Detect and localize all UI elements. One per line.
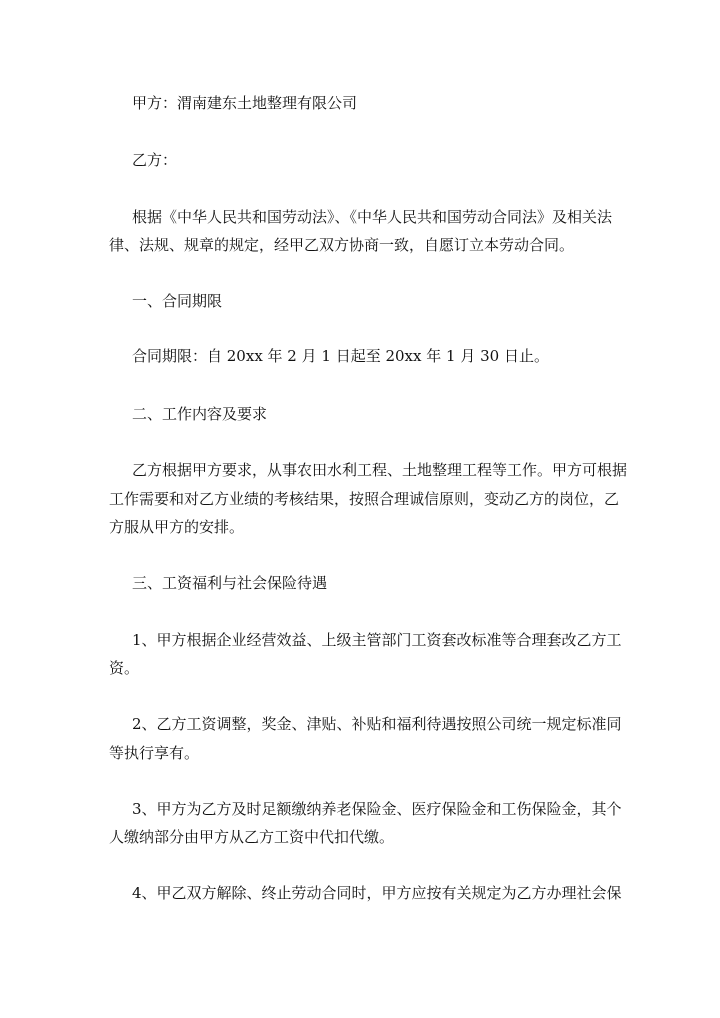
item-4-line-1: 4、甲乙双方解除、终止劳动合同时，甲方应按有关规定为乙方办理社会保 xyxy=(132,884,622,902)
party-a-line: 甲方：渭南建东土地整理有限公司 xyxy=(132,94,358,112)
item-1-line-1: 1、甲方根据企业经营效益、上级主管部门工资套改标准等合理套改乙方工 xyxy=(132,631,622,649)
section-2-title: 二、工作内容及要求 xyxy=(132,405,268,423)
section-2-line-3: 方服从甲方的安排。 xyxy=(109,518,245,536)
intro-paragraph-line-1: 根据《中华人民共和国劳动法》、《中华人民共和国劳动合同法》及相关法 xyxy=(132,208,613,226)
section-1-title: 一、合同期限 xyxy=(132,292,223,310)
item-2-line-1: 2、乙方工资调整，奖金、津贴、补贴和福利待遇按照公司统一规定标准同 xyxy=(132,715,622,733)
section-3-title: 三、工资福利与社会保险待遇 xyxy=(132,574,328,592)
item-3-line-1: 3、甲方为乙方及时足额缴纳养老保险金、医疗保险金和工伤保险金，其个 xyxy=(132,800,622,818)
section-2-line-1: 乙方根据甲方要求，从事农田水利工程、土地整理工程等工作。甲方可根据 xyxy=(132,461,628,479)
section-1-body: 合同期限：自 20xx 年 2 月 1 日起至 20xx 年 1 月 30 日止。 xyxy=(132,347,549,365)
item-1-line-2: 资。 xyxy=(109,659,140,677)
item-3-line-2: 人缴纳部分由甲方从乙方工资中代扣代缴。 xyxy=(109,828,395,846)
intro-paragraph-line-2: 律、法规、规章的规定，经甲乙双方协商一致，自愿订立本劳动合同。 xyxy=(109,236,575,254)
party-b-line: 乙方： xyxy=(132,151,178,169)
item-2-line-2: 等执行享有。 xyxy=(109,744,200,762)
section-2-line-2: 工作需要和对乙方业绩的考核结果，按照合理诚信原则，变动乙方的岗位，乙 xyxy=(109,490,620,508)
